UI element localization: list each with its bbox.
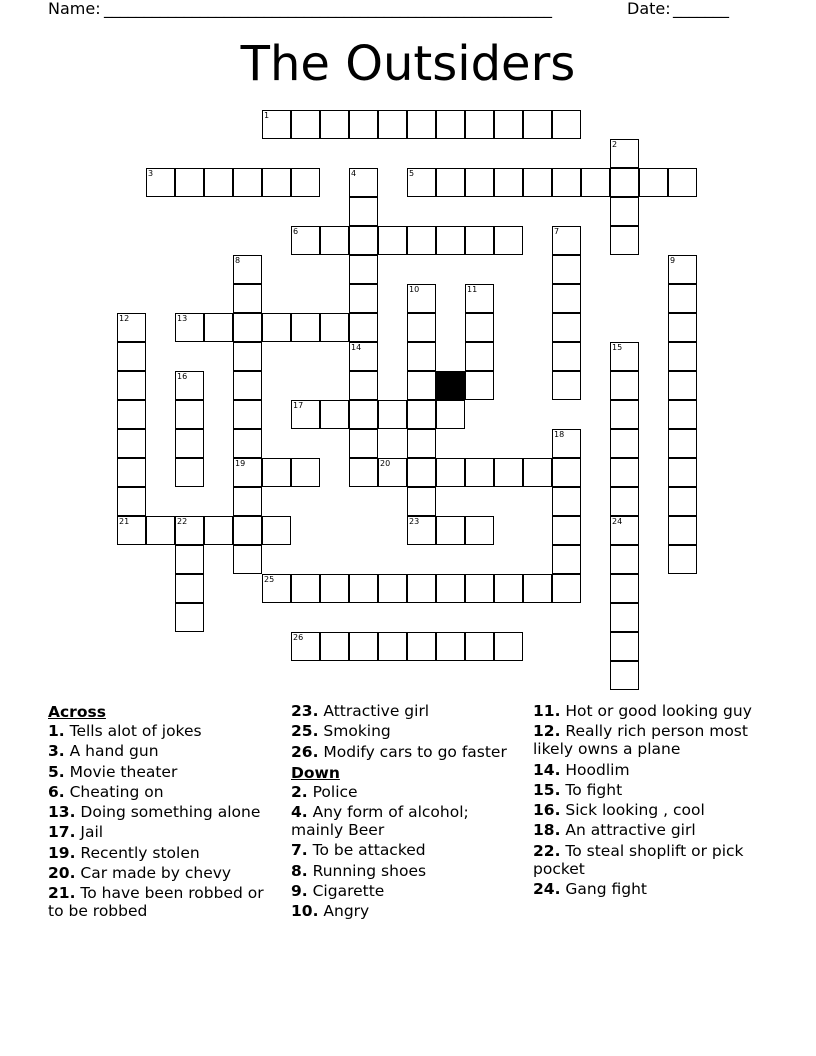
grid-cell[interactable] — [349, 429, 378, 458]
grid-cell[interactable] — [610, 226, 639, 255]
grid-cell[interactable] — [349, 255, 378, 284]
clue-number: 6 — [293, 227, 299, 236]
date-field-line[interactable]: _______ — [673, 0, 729, 18]
grid-cell[interactable] — [668, 487, 697, 516]
grid-cell[interactable] — [349, 168, 378, 197]
clue-item-text: Police — [307, 782, 358, 801]
grid-cell[interactable] — [233, 458, 262, 487]
grid-cell[interactable] — [349, 284, 378, 313]
grid-cell[interactable] — [233, 342, 262, 371]
clue-number: 26 — [293, 633, 304, 642]
clue-item — [48, 803, 280, 821]
clue-number: 24 — [612, 517, 623, 526]
grid-cell[interactable] — [668, 545, 697, 574]
grid-cell[interactable] — [262, 110, 291, 139]
clue-item-text: Recently stolen — [75, 843, 200, 862]
grid-cell[interactable] — [465, 371, 494, 400]
grid-cell[interactable] — [233, 255, 262, 284]
clue-item — [291, 722, 523, 740]
clue-item-number: 5. — [48, 762, 65, 781]
grid-cell[interactable] — [610, 139, 639, 168]
clue-item-text: Doing something alone — [75, 803, 261, 822]
clue-item-text: Car made by chevy — [75, 864, 232, 883]
grid-cell[interactable] — [668, 313, 697, 342]
clue-item-text: A hand gun — [64, 742, 159, 761]
clue-item-number: 22. — [533, 841, 561, 860]
clue-item-number: 21. — [48, 884, 76, 903]
grid-cell[interactable] — [320, 226, 349, 255]
grid-cell[interactable] — [349, 632, 378, 661]
grid-cell[interactable] — [407, 400, 436, 429]
clue-item-number: 7. — [291, 841, 308, 860]
clue-number: 11 — [467, 285, 478, 294]
clue-item-number: 15. — [533, 780, 561, 799]
grid-cell[interactable] — [233, 313, 262, 342]
clue-item-text: To steal shoplift or pick pocket — [533, 841, 744, 878]
clue-item — [48, 722, 280, 740]
grid-cell[interactable] — [610, 168, 639, 197]
grid-cell[interactable] — [436, 458, 465, 487]
grid-cell[interactable] — [610, 516, 639, 545]
clue-item-text: Sick looking , cool — [560, 801, 705, 820]
grid-cell[interactable] — [117, 371, 146, 400]
grid-cell[interactable] — [436, 574, 465, 603]
clue-item — [48, 742, 280, 760]
grid-cell[interactable] — [552, 545, 581, 574]
clue-number: 20 — [380, 459, 391, 468]
across-heading: Across — [48, 703, 106, 721]
grid-cell[interactable] — [378, 574, 407, 603]
grid-cell[interactable] — [552, 284, 581, 313]
grid-cell[interactable] — [320, 400, 349, 429]
clue-item-number: 20. — [48, 864, 76, 883]
grid-cell[interactable] — [291, 168, 320, 197]
clue-number: 15 — [612, 343, 623, 352]
grid-cell[interactable] — [146, 168, 175, 197]
grid-cell[interactable] — [407, 313, 436, 342]
clue-item-text: Hoodlim — [560, 760, 630, 779]
grid-cell[interactable] — [204, 313, 233, 342]
grid-cell[interactable] — [465, 168, 494, 197]
grid-cell[interactable] — [610, 458, 639, 487]
grid-cell[interactable] — [320, 110, 349, 139]
clue-item-number: 11. — [533, 702, 561, 720]
grid-cell[interactable] — [349, 371, 378, 400]
grid-cell[interactable] — [610, 661, 639, 690]
grid-cell[interactable] — [668, 168, 697, 197]
clue-item-number: 23. — [291, 702, 319, 720]
clue-item-text: Any form of alcohol; mainly Beer — [291, 803, 469, 840]
clue-item — [48, 864, 280, 882]
clue-item-text: An attractive girl — [560, 821, 696, 840]
clue-item — [533, 821, 773, 839]
grid-cell[interactable] — [349, 458, 378, 487]
down-clue-list — [291, 783, 523, 920]
grid-cell[interactable] — [407, 487, 436, 516]
grid-cell[interactable] — [552, 487, 581, 516]
down-heading: Down — [291, 763, 340, 782]
clue-item-text: Jail — [75, 823, 104, 842]
clue-item-number: 8. — [291, 861, 308, 880]
grid-cell[interactable] — [233, 400, 262, 429]
grid-cell[interactable] — [610, 574, 639, 603]
clue-item — [533, 702, 773, 720]
grid-cell[interactable] — [175, 516, 204, 545]
clue-item — [291, 882, 523, 900]
grid-cell[interactable] — [523, 458, 552, 487]
grid-cell[interactable] — [436, 110, 465, 139]
grid-cell[interactable] — [610, 429, 639, 458]
grid-cell[interactable] — [581, 168, 610, 197]
grid-cell[interactable] — [233, 516, 262, 545]
clue-item-text: Attractive girl — [318, 702, 430, 720]
grid-cell[interactable] — [494, 226, 523, 255]
grid-cell[interactable] — [262, 313, 291, 342]
grid-cell[interactable] — [320, 313, 349, 342]
grid-cell[interactable] — [175, 458, 204, 487]
grid-cell[interactable] — [175, 168, 204, 197]
clue-item-text: Movie theater — [64, 762, 178, 781]
grid-cell[interactable] — [349, 574, 378, 603]
clue-item — [291, 783, 523, 801]
clue-item-number: 14. — [533, 760, 561, 779]
clue-item — [291, 862, 523, 880]
clue-item — [48, 783, 280, 801]
clue-item — [291, 841, 523, 859]
name-field-line[interactable]: ________________________________________________________ — [104, 0, 552, 18]
clue-item-number: 3. — [48, 742, 65, 761]
grid-cell[interactable] — [291, 574, 320, 603]
grid-cell[interactable] — [668, 400, 697, 429]
clues-column-3 — [533, 702, 773, 900]
clue-item-number: 13. — [48, 803, 76, 822]
grid-cell[interactable] — [233, 545, 262, 574]
clue-number: 4 — [351, 169, 357, 178]
clue-item — [533, 722, 773, 758]
clues-column-2 — [291, 702, 523, 923]
grid-cell[interactable] — [291, 458, 320, 487]
clue-number: 8 — [235, 256, 241, 265]
grid-cell[interactable] — [465, 632, 494, 661]
grid-cell[interactable] — [610, 371, 639, 400]
grid-cell[interactable] — [378, 400, 407, 429]
grid-cell[interactable] — [233, 429, 262, 458]
clue-item — [48, 763, 280, 781]
grid-cell[interactable] — [320, 574, 349, 603]
grid-cell[interactable] — [465, 516, 494, 545]
grid-cell[interactable] — [291, 313, 320, 342]
grid-cell[interactable] — [175, 371, 204, 400]
grid-cell[interactable] — [349, 226, 378, 255]
grid-cell[interactable] — [262, 458, 291, 487]
grid-cell[interactable] — [552, 429, 581, 458]
grid-cell[interactable] — [117, 429, 146, 458]
clue-number: 2 — [612, 140, 618, 149]
clue-number: 3 — [148, 169, 154, 178]
clue-item-number: 19. — [48, 843, 76, 862]
grid-cell[interactable] — [494, 110, 523, 139]
grid-cell[interactable] — [465, 458, 494, 487]
grid-cell[interactable] — [668, 516, 697, 545]
grid-cell[interactable] — [552, 255, 581, 284]
grid-cell[interactable] — [378, 632, 407, 661]
clue-item-text: Cheating on — [64, 782, 164, 801]
clue-item — [291, 743, 523, 761]
grid-cell[interactable] — [610, 197, 639, 226]
grid-cell[interactable] — [349, 197, 378, 226]
clue-item — [48, 844, 280, 862]
page-title: The Outsiders — [240, 36, 576, 92]
grid-cell[interactable] — [465, 284, 494, 313]
grid-cell[interactable] — [610, 400, 639, 429]
clue-number: 16 — [177, 372, 188, 381]
clue-item-number: 24. — [533, 880, 561, 899]
clue-number: 25 — [264, 575, 275, 584]
grid-cell[interactable] — [668, 255, 697, 284]
grid-cell[interactable] — [610, 632, 639, 661]
grid-cell[interactable] — [407, 429, 436, 458]
grid-cell[interactable] — [320, 632, 349, 661]
grid-cell[interactable] — [175, 603, 204, 632]
grid-cell[interactable] — [407, 110, 436, 139]
grid-cell[interactable] — [378, 110, 407, 139]
clue-item-number: 25. — [291, 722, 319, 741]
grid-cell[interactable] — [407, 284, 436, 313]
clue-number: 21 — [119, 517, 130, 526]
clue-item-text: Cigarette — [307, 882, 385, 901]
grid-cell[interactable] — [233, 168, 262, 197]
grid-cell[interactable] — [436, 632, 465, 661]
clue-item-text: To fight — [560, 780, 623, 799]
clue-number: 13 — [177, 314, 188, 323]
grid-cell[interactable] — [668, 371, 697, 400]
clue-item-number: 10. — [291, 902, 319, 921]
clue-item-text: Tells alot of jokes — [64, 722, 202, 740]
clue-item-number: 12. — [533, 722, 561, 741]
grid-cell[interactable] — [349, 110, 378, 139]
grid-cell[interactable] — [407, 458, 436, 487]
grid-cell[interactable] — [465, 342, 494, 371]
grid-cell[interactable] — [523, 168, 552, 197]
grid-cell[interactable] — [552, 371, 581, 400]
grid-cell[interactable] — [407, 342, 436, 371]
grid-cell[interactable] — [523, 110, 552, 139]
clue-number: 12 — [119, 314, 130, 323]
grid-cell[interactable] — [204, 168, 233, 197]
grid-cell[interactable] — [407, 371, 436, 400]
clue-item-text: Modify cars to go faster — [318, 742, 507, 761]
name-label: Name: — [48, 0, 106, 18]
grid-cell[interactable] — [233, 487, 262, 516]
grid-cell[interactable] — [552, 226, 581, 255]
clue-item — [48, 823, 280, 841]
clue-number: 17 — [293, 401, 304, 410]
grid-cell[interactable] — [436, 168, 465, 197]
grid-cell[interactable] — [552, 574, 581, 603]
grid-cell[interactable] — [291, 226, 320, 255]
grid-cell[interactable] — [407, 574, 436, 603]
grid-cell[interactable] — [291, 400, 320, 429]
grid-cell[interactable] — [436, 226, 465, 255]
grid-cell[interactable] — [668, 429, 697, 458]
clue-item-number: 1. — [48, 722, 65, 740]
grid-cell[interactable] — [494, 632, 523, 661]
clue-item-text: Angry — [318, 902, 370, 921]
grid-cell[interactable] — [610, 603, 639, 632]
clue-item-text: Hot or good looking guy — [560, 702, 752, 720]
clue-number: 18 — [554, 430, 565, 439]
grid-cell[interactable] — [407, 516, 436, 545]
grid-cell[interactable] — [175, 574, 204, 603]
grid-cell[interactable] — [465, 226, 494, 255]
grid-cell[interactable] — [552, 458, 581, 487]
across-clue-list-continued — [291, 702, 523, 761]
grid-cell[interactable] — [349, 400, 378, 429]
black-cell — [436, 371, 465, 400]
grid-cell[interactable] — [378, 226, 407, 255]
clue-number: 23 — [409, 517, 420, 526]
clue-item — [48, 884, 280, 920]
grid-cell[interactable] — [407, 226, 436, 255]
clue-item — [533, 761, 773, 779]
clue-item-number: 18. — [533, 821, 561, 840]
clue-number: 1 — [264, 111, 270, 120]
grid-cell[interactable] — [233, 371, 262, 400]
grid-cell[interactable] — [175, 400, 204, 429]
grid-cell[interactable] — [465, 313, 494, 342]
grid-cell[interactable] — [523, 574, 552, 603]
clue-number: 9 — [670, 256, 676, 265]
clue-item-number: 17. — [48, 823, 76, 842]
grid-cell[interactable] — [407, 632, 436, 661]
clue-item-text: Smoking — [318, 722, 391, 741]
grid-cell[interactable] — [407, 168, 436, 197]
clue-item — [533, 880, 773, 898]
grid-cell[interactable] — [117, 400, 146, 429]
clue-item-number: 16. — [533, 801, 561, 820]
grid-cell[interactable] — [349, 342, 378, 371]
clue-number: 10 — [409, 285, 420, 294]
clues-column-1 — [48, 702, 280, 923]
grid-cell[interactable] — [175, 429, 204, 458]
grid-cell[interactable] — [552, 516, 581, 545]
clue-item-text: Gang fight — [560, 880, 647, 899]
grid-cell[interactable] — [204, 516, 233, 545]
clue-item-number: 6. — [48, 782, 65, 801]
across-clue-list — [48, 722, 280, 920]
grid-cell[interactable] — [465, 574, 494, 603]
grid-cell[interactable] — [639, 168, 668, 197]
clue-number: 22 — [177, 517, 188, 526]
clue-item-text: Really rich person most likely owns a plane — [533, 722, 748, 759]
clue-item-text: To be attacked — [307, 841, 426, 860]
grid-cell[interactable] — [291, 632, 320, 661]
clue-number: 5 — [409, 169, 415, 178]
grid-cell[interactable] — [552, 168, 581, 197]
clue-item-text: To have been robbed or to be robbed — [48, 884, 264, 921]
grid-cell[interactable] — [610, 342, 639, 371]
grid-cell[interactable] — [610, 545, 639, 574]
clue-item — [533, 842, 773, 878]
clue-item-number: 2. — [291, 782, 308, 801]
grid-cell[interactable] — [465, 110, 494, 139]
grid-cell[interactable] — [117, 487, 146, 516]
grid-cell[interactable] — [610, 487, 639, 516]
grid-cell[interactable] — [494, 574, 523, 603]
grid-cell[interactable] — [291, 110, 320, 139]
grid-cell[interactable] — [262, 168, 291, 197]
grid-cell[interactable] — [175, 545, 204, 574]
grid-cell[interactable] — [668, 284, 697, 313]
clue-number: 7 — [554, 227, 560, 236]
clue-number: 14 — [351, 343, 362, 352]
clue-item-number: 9. — [291, 882, 308, 901]
grid-cell[interactable] — [436, 516, 465, 545]
grid-cell[interactable] — [117, 342, 146, 371]
clue-item — [533, 801, 773, 819]
clue-item-number: 26. — [291, 742, 319, 761]
grid-cell[interactable] — [262, 574, 291, 603]
grid-cell[interactable] — [436, 400, 465, 429]
grid-cell[interactable] — [175, 313, 204, 342]
clue-number: 19 — [235, 459, 246, 468]
down-clue-list-continued — [533, 702, 773, 898]
grid-cell[interactable] — [552, 342, 581, 371]
grid-cell[interactable] — [494, 168, 523, 197]
grid-cell[interactable] — [494, 458, 523, 487]
clue-item-number: 4. — [291, 803, 308, 822]
grid-cell[interactable] — [262, 516, 291, 545]
grid-cell[interactable] — [668, 458, 697, 487]
grid-cell[interactable] — [233, 284, 262, 313]
clue-item — [291, 803, 523, 839]
grid-cell[interactable] — [552, 110, 581, 139]
date-label: Date: — [627, 0, 676, 18]
grid-cell[interactable] — [117, 313, 146, 342]
clue-item — [291, 902, 523, 920]
grid-cell[interactable] — [117, 516, 146, 545]
grid-cell[interactable] — [117, 458, 146, 487]
clue-item — [533, 781, 773, 799]
clue-item — [291, 702, 523, 720]
grid-cell[interactable] — [552, 313, 581, 342]
grid-cell[interactable] — [146, 516, 175, 545]
grid-cell[interactable] — [349, 313, 378, 342]
grid-cell[interactable] — [378, 458, 407, 487]
grid-cell[interactable] — [668, 342, 697, 371]
clue-item-text: Running shoes — [307, 861, 427, 880]
